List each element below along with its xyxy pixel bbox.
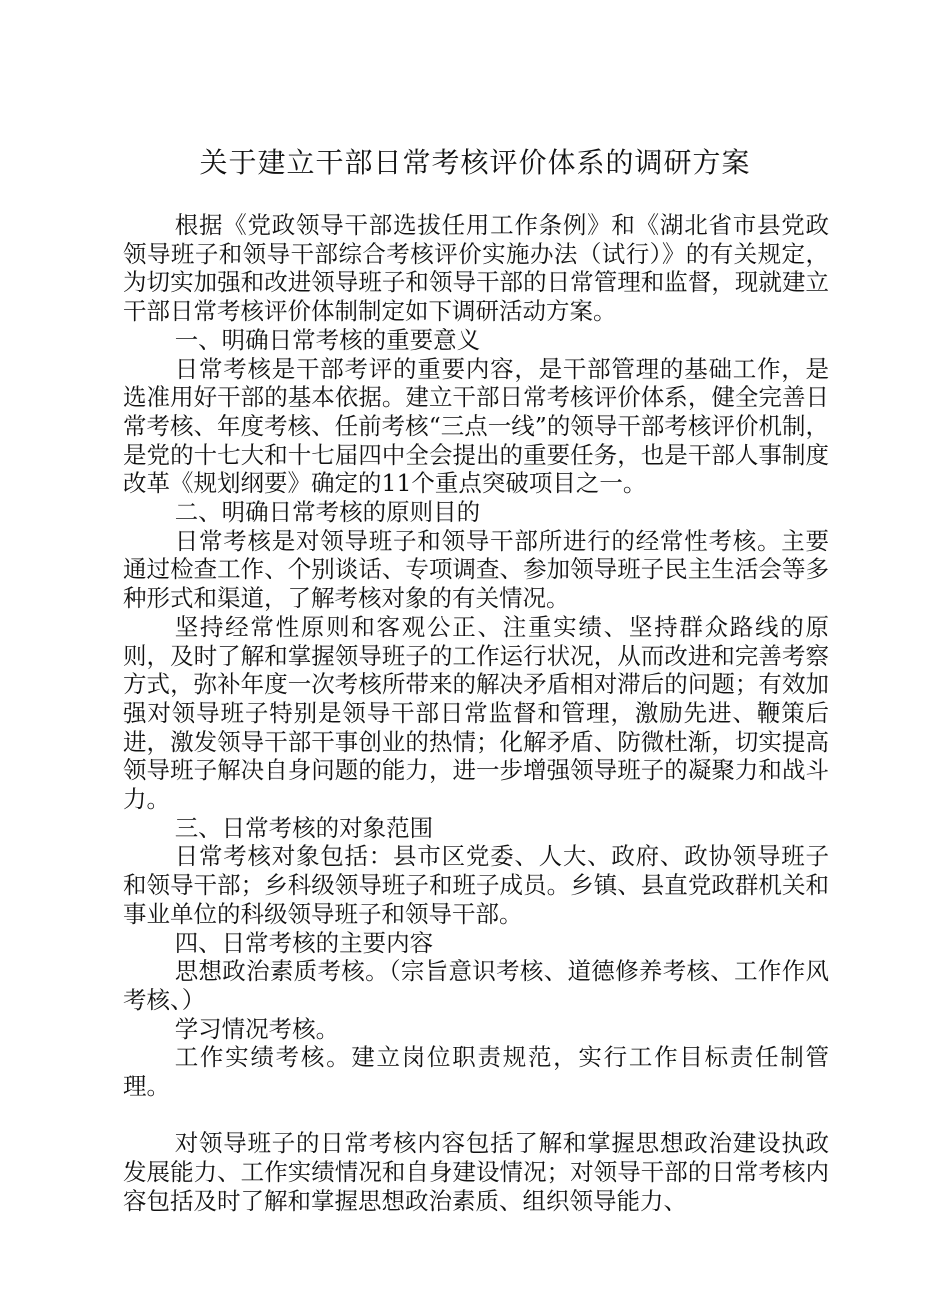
paragraph-content-scope: 对领导班子的日常考核内容包括了解和掌握思想政治建设执政发展能力、工作实绩情况和自身建设情况；对领导干部的日常考核内容包括及时了解和掌握思想政治素质、组织领导能力、 [123,1129,829,1215]
paragraph-study-assessment: 学习情况考核。 [174,1014,340,1043]
paragraph-performance-assessment: 工作实绩考核。建立岗位职责规范，实行工作目标责任制管理。 [123,1043,829,1101]
paragraph-importance: 日常考核是干部考评的重要内容，是干部管理的基础工作，是选准用好干部的基本依据。建立干部日常考核评价体系，健全完善日常考核、年度考核、任前考核“三点一线”的领导干部考核评价机制，是党的十七大和十七届四中全会提出的重要任务，也是干部人事制度改革《规划纲要》确定的11个重点突破项目之一。 [123,354,829,498]
document-body [123,211,829,1216]
section-heading-2: 二、明确日常考核的原则目的 [174,498,481,527]
section-heading-4: 四、日常考核的主要内容 [174,928,434,957]
section-heading-3: 三、日常考核的对象范围 [174,813,434,842]
paragraph-intro: 根据《党政领导干部选拔任用工作条例》和《湖北省市县党政领导班子和领导干部综合考核评价实施办法（试行）》的有关规定，为切实加强和改进领导班子和领导干部的日常管理和监督，现就建立干部日常考核评价体制制定如下调研活动方案。 [123,211,829,326]
section-heading-1: 一、明确日常考核的重要意义 [174,325,481,354]
paragraph-definition: 日常考核是对领导班子和领导干部所进行的经常性考核。主要通过检查工作、个别谈话、专项调查、参加领导班子民主生活会等多种形式和渠道，了解考核对象的有关情况。 [123,526,829,613]
document-title: 关于建立干部日常考核评价体系的调研方案 [199,146,751,179]
paragraph-principles: 坚持经常性原则和客观公正、注重实绩、坚持群众路线的原则，及时了解和掌握领导班子的工作运行状况，从而改进和完善考察方式，弥补年度一次考核所带来的解决矛盾相对滞后的问题；有效加强对领导班子特别是领导干部日常监督和管理，激励先进、鞭策后进，激发领导干部干事创业的热情；化解矛盾、防微杜渐，切实提高领导班子解决自身问题的能力，进一步增强领导班子的凝聚力和战斗力。 [123,612,829,814]
paragraph-political-assessment: 思想政治素质考核。（宗旨意识考核、道德修养考核、工作作风考核、） [123,957,829,1014]
paragraph-scope: 日常考核对象包括：县市区党委、人大、政府、政协领导班子和领导干部；乡科级领导班子和班子成员。乡镇、县直党政群机关和事业单位的科级领导班子和领导干部。 [123,842,829,928]
